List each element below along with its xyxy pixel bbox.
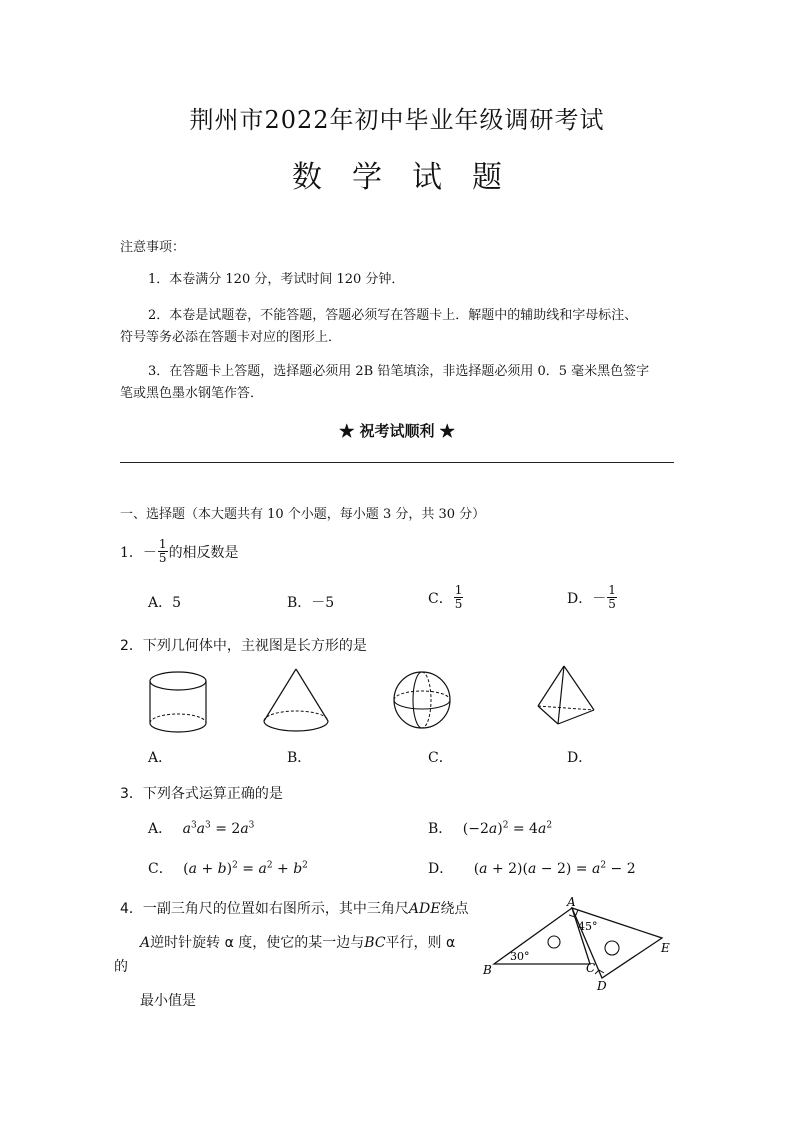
- q2-option-d: D．: [567, 750, 593, 766]
- label-c: C: [586, 961, 596, 975]
- good-luck-banner: ★ 祝考试顺利 ★: [339, 422, 455, 440]
- q3-option-a: [148, 818, 254, 838]
- q1-option-a: A．5: [148, 595, 182, 611]
- q4-line1-text: 4．一副三角尺的位置如右图所示，其中三角尺: [120, 901, 409, 917]
- question-4-line-4: 最小值是: [140, 993, 196, 1009]
- q4-var-a: A: [140, 935, 151, 951]
- q1-fraction-den: 5: [158, 551, 167, 565]
- q1-option-c-label: C．: [428, 590, 453, 607]
- label-e: E: [661, 941, 670, 955]
- q1-fraction-num: 1: [158, 537, 167, 551]
- q3-option-c-formula: $(a + b)^2 = a^2 + b^2$: [183, 860, 308, 877]
- q2-option-b: B．: [287, 750, 312, 766]
- angle-45-label: 45°: [578, 920, 598, 933]
- q3-option-d: [428, 858, 636, 878]
- question-4-line-1: [120, 898, 468, 918]
- q2-option-c: C．: [428, 750, 453, 766]
- question-1: [120, 538, 239, 565]
- q1-option-d-label: D．－: [567, 590, 607, 607]
- label-a: A: [567, 896, 576, 909]
- q4-line2-text: 逆时针旋转 α 度，使它的某一边与: [150, 935, 365, 951]
- q1-d-den: 5: [608, 597, 616, 611]
- question-4-line-2: [140, 932, 455, 952]
- q4-line1-end: 绕点: [440, 901, 469, 917]
- section-1-heading: 一、选择题（本大题共有 10 个小题，每小题 3 分，共 30 分）: [120, 507, 486, 522]
- notice-item-2-line-2: 符号等务必添在答题卡对应的图形上．: [120, 330, 342, 345]
- q4-line2-end: 平行，则 α: [385, 935, 456, 951]
- separator-line: [120, 462, 674, 463]
- question-3: 3．下列各式运算正确的是: [120, 786, 283, 802]
- q1-number: 1．: [120, 544, 143, 561]
- exam-subject: 数学试题: [292, 160, 532, 195]
- q4-var-bc: BC: [364, 935, 386, 951]
- notice-heading: 注意事项：: [120, 240, 186, 255]
- q3-option-a-label: A．: [148, 821, 173, 837]
- question-2: 2．下列几何体中，主视图是长方形的是: [120, 638, 367, 654]
- cone-figure: [258, 666, 334, 738]
- q1-option-d-fraction: [607, 584, 617, 611]
- q1-fraction: [158, 538, 168, 565]
- angle-30-label: 30°: [510, 950, 530, 963]
- q3-option-b-formula: $(-2a)^2 = 4a^2$: [462, 820, 553, 837]
- q1-negative-sign: －: [142, 544, 157, 561]
- q3-option-b-label: B．: [428, 821, 453, 837]
- q1-option-d: [567, 584, 618, 611]
- q3-option-b: [428, 818, 552, 838]
- q1-option-b: B．－5: [287, 595, 335, 611]
- q2-option-a: A．: [148, 750, 173, 766]
- notice-item-3-line-1: 3．在答题卡上答题，选择题必须用 2B 铅笔填涂，非选择题必须用 0．5 毫米黑色签字: [148, 364, 650, 379]
- q1-c-den: 5: [454, 597, 463, 611]
- pyramid-figure: [530, 662, 600, 734]
- q1-d-num: 1: [608, 583, 616, 597]
- q1-option-c: [428, 584, 464, 611]
- q1-stem: 的相反数是: [168, 544, 239, 561]
- cylinder-figure: [140, 668, 220, 738]
- q1-option-c-fraction: [454, 584, 464, 611]
- q3-option-c: [148, 858, 308, 878]
- sphere-figure: [390, 668, 456, 734]
- exam-title: 荆州市2022年初中毕业年级调研考试: [189, 106, 605, 134]
- q1-c-num: 1: [454, 583, 463, 597]
- q3-option-c-label: C．: [148, 861, 173, 877]
- notice-item-1: 1．本卷满分 120 分，考试时间 120 分钟．: [148, 272, 405, 287]
- q3-option-d-formula: $(a + 2)(a - 2) = a^2 - 2$: [473, 860, 636, 877]
- label-d: D: [597, 979, 607, 992]
- q3-option-a-formula: $a^3a^3 = 2a^3$: [182, 820, 255, 837]
- question-4-line-3: 的: [114, 959, 128, 975]
- q4-var-ade: ADE: [408, 901, 441, 917]
- q3-option-d-label: D．: [428, 861, 454, 877]
- notice-item-3-line-2: 笔或黑色墨水钢笔作答．: [120, 386, 264, 401]
- label-b: B: [483, 963, 492, 977]
- triangle-rulers-figure: [478, 896, 678, 992]
- notice-item-2-line-1: 2．本卷是试题卷，不能答题，答题必须写在答题卡上．解题中的辅助线和字母标注、: [148, 308, 638, 323]
